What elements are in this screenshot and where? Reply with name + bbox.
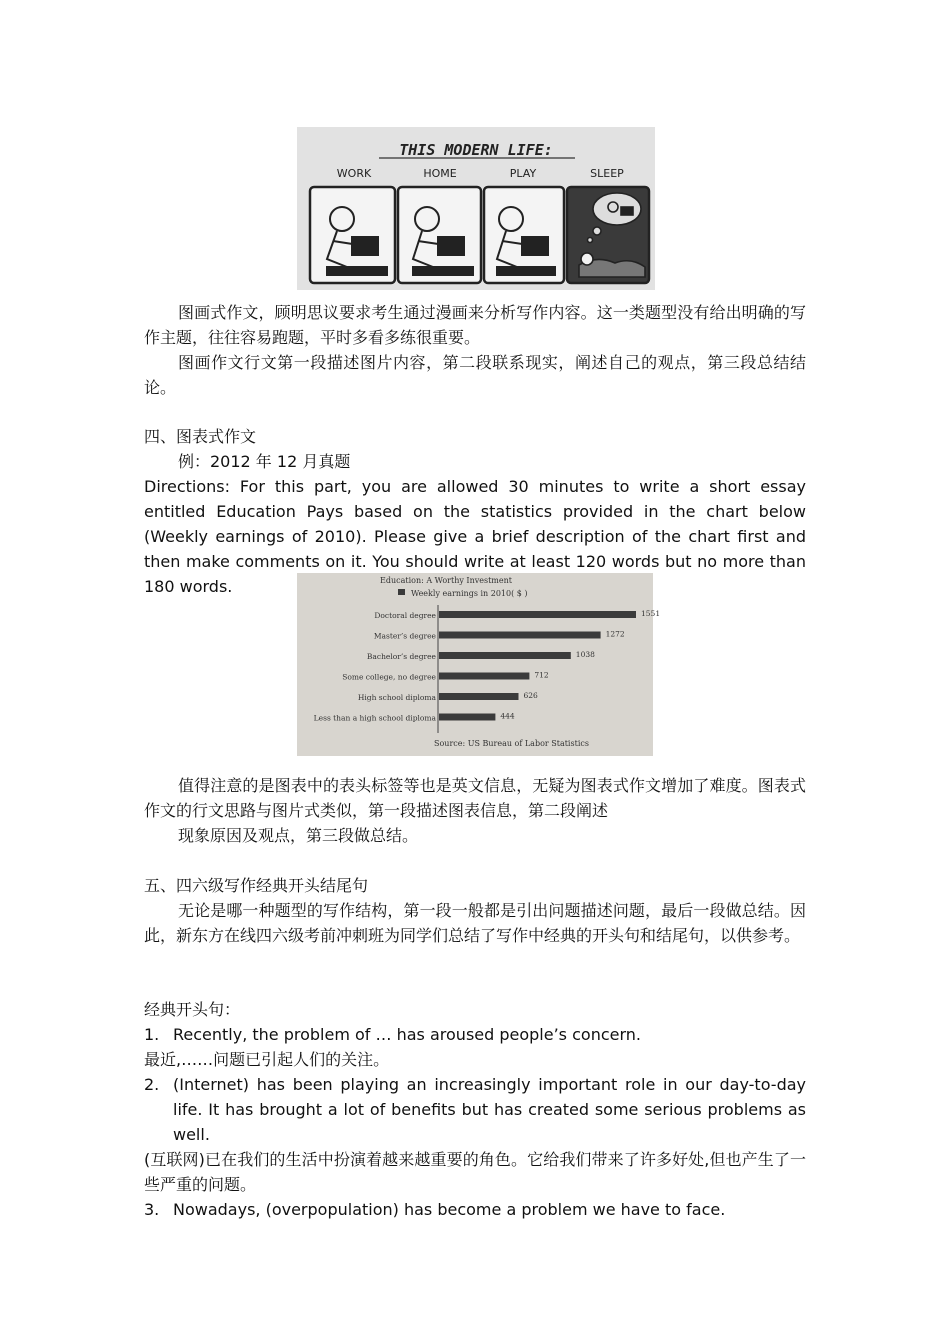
chart-value-label: 1038 [575,650,595,659]
chart-value-label: 712 [534,670,549,680]
chart-category-label: Some college, no degree [342,672,436,682]
section-4-directions: Directions: For this part, you are allowed 30 minutes to write a short essay entitled Education Pays based on the statistics provided in the chart below (Weekly earnings of 2010). Please give a brief description of the chart first and then make comments on it. You should write at least 120 words but no more than 180 words. [144,477,806,596]
opening-item-2-chinese: (互联网)已在我们的生活中扮演着越来越重要的角色。它给我们带来了许多好处,但也产生了一些严重的问题。 [144,1150,806,1194]
chart-bar [439,693,519,700]
opening-item-2 [144,1072,806,1147]
opening-item-1-chinese: 最近,……问题已引起人们的关注。 [144,1050,390,1069]
opening-item-number: 2. [144,1075,160,1094]
chart-value-label: 1272 [605,629,625,639]
chart-category-label: High school diploma [357,693,436,702]
cartoon-panel-label-work: WORK [336,167,372,180]
cartoon-panel-label-sleep: SLEEP [590,167,624,180]
chart-bar [439,632,601,639]
chart-title: Education: A Worthy Investment [380,576,512,585]
education-chart [297,573,661,756]
chart-value-label: 1551 [641,609,661,618]
after-chart-paragraph-2: 现象原因及观点，第三段做总结。 [178,826,419,845]
openings-heading: 经典开头句： [144,1000,241,1019]
chart-category-label: Less than a high school diploma [313,713,436,723]
section-4-heading: 四、图表式作文 [144,427,257,446]
chart-category-label: Master’s degree [373,631,436,641]
section-5-paragraph: 无论是哪一种题型的写作结构，第一段一般都是引出问题描述问题，最后一段做总结。因此，新东方在线四六级考前冲刺班为同学们总结了写作中经典的开头句和结尾句，以供参考。 [144,901,806,945]
cartoon-panel-label-home: HOME [423,167,457,180]
chart-bar [439,714,495,721]
opening-item-english: Recently, the problem of … has aroused people’s concern. [173,1025,641,1044]
chart-bar [439,673,529,680]
cartoon-panel-label-play: PLAY [509,167,537,180]
chart-category-label: Doctoral degree [374,611,436,620]
cartoon-title: THIS MODERN LIFE: [399,141,553,159]
chart-value-label: 444 [500,711,515,721]
section-5-heading: 五、四六级写作经典开头结尾句 [144,876,369,895]
chart-bar [439,611,636,618]
opening-item-english: Nowadays, (overpopulation) has become a problem we have to face. [173,1200,726,1219]
chart-value-label: 626 [523,691,538,700]
chart-legend-swatch [398,589,405,595]
opening-item-1 [144,1022,806,1047]
chart-legend-label: Weekly earnings in 2010( $ ) [411,589,528,598]
after-chart-paragraph-1: 值得注意的是图表中的表头标签等也是英文信息，无疑为图表式作文增加了难度。图表式作文的行文思路与图片式类似，第一段描述图表信息，第二段阐述 [144,776,806,820]
section-4-example: 例：2012 年 12 月真题 [178,452,351,471]
chart-category-label: Bachelor’s degree [366,652,436,661]
chart-bar [439,652,571,659]
opening-item-3 [144,1197,806,1222]
intro-paragraph-2: 图画作文行文第一段描述图片内容，第二段联系现实，阐述自己的观点，第三段总结结论。 [144,353,806,397]
intro-paragraph-1: 图画式作文，顾明思议要求考生通过漫画来分析写作内容。这一类题型没有给出明确的写作主题，往往容易跑题，平时多看多练很重要。 [144,303,806,347]
cartoon-image [297,127,655,290]
opening-item-number: 3. [144,1200,160,1219]
chart-source: Source: US Bureau of Labor Statistics [434,739,589,748]
opening-item-number: 1. [144,1025,160,1044]
opening-item-english: (Internet) has been playing an increasingly important role in our day-to-day life. It has brought a lot of benefits but has created some serious problems as well. [173,1075,806,1144]
